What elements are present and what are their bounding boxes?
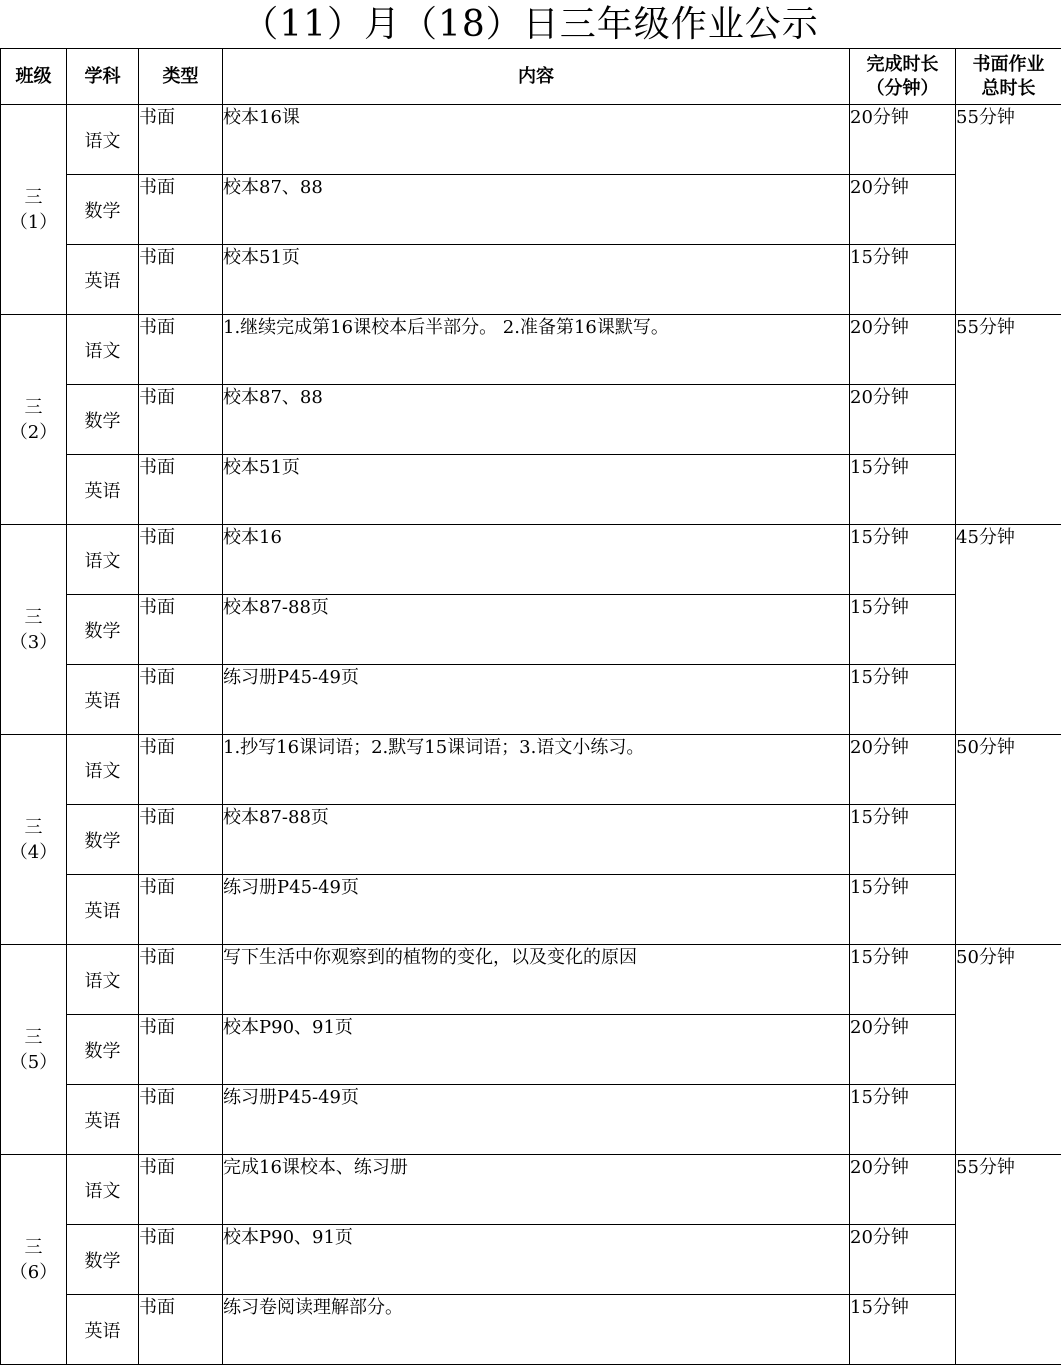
type-cell: 书面: [139, 1155, 223, 1225]
type-cell: 书面: [139, 455, 223, 525]
content-cell: 练习册P45-49页: [223, 875, 850, 945]
time-cell: 20分钟: [850, 1015, 956, 1085]
table-row: [1, 1085, 1061, 1155]
type-cell: 书面: [139, 105, 223, 175]
header-type: 类型: [139, 49, 223, 105]
class-name-grade: 三: [24, 186, 43, 208]
content-cell: 1.继续完成第16课校本后半部分。 2.准备第16课默写。: [223, 315, 850, 385]
time-cell: 15分钟: [850, 665, 956, 735]
subject-cell: 英语: [67, 875, 139, 945]
subject-cell: 语文: [67, 945, 139, 1015]
homework-table: [0, 48, 1061, 1365]
class-name-grade: 三: [24, 606, 43, 628]
type-cell: 书面: [139, 1225, 223, 1295]
table-row: [1, 805, 1061, 875]
subject-cell: 数学: [67, 385, 139, 455]
content-cell: 练习册P45-49页: [223, 665, 850, 735]
class-name-number: （5）: [9, 1051, 58, 1073]
content-cell: 校本87、88: [223, 385, 850, 455]
table-row: [1, 245, 1061, 315]
table-row: [1, 665, 1061, 735]
class-name-number: （6）: [9, 1261, 58, 1283]
subject-cell: 数学: [67, 1225, 139, 1295]
total-time-cell: 50分钟: [956, 945, 1061, 1155]
type-cell: 书面: [139, 945, 223, 1015]
subject-cell: 语文: [67, 315, 139, 385]
class-name-grade: 三: [24, 816, 43, 838]
time-cell: 20分钟: [850, 1225, 956, 1295]
class-name-cell: [1, 735, 67, 945]
table-row: [1, 105, 1061, 175]
class-name-number: （3）: [9, 631, 58, 653]
table-row: [1, 945, 1061, 1015]
subject-cell: 数学: [67, 1015, 139, 1085]
content-cell: 校本51页: [223, 245, 850, 315]
content-cell: 校本87-88页: [223, 805, 850, 875]
total-time-cell: 55分钟: [956, 105, 1061, 315]
type-cell: 书面: [139, 595, 223, 665]
content-cell: 校本87、88: [223, 175, 850, 245]
time-cell: 15分钟: [850, 805, 956, 875]
header-class: 班级: [1, 49, 67, 105]
content-cell: 写下生活中你观察到的植物的变化，以及变化的原因: [223, 945, 850, 1015]
class-name-grade: 三: [24, 1236, 43, 1258]
header-total-line2: 总时长: [981, 77, 1036, 99]
content-cell: 校本P90、91页: [223, 1015, 850, 1085]
subject-cell: 英语: [67, 1085, 139, 1155]
total-time-cell: 55分钟: [956, 1155, 1061, 1365]
time-cell: 15分钟: [850, 595, 956, 665]
table-row: [1, 455, 1061, 525]
class-name-cell: [1, 315, 67, 525]
table-row: [1, 875, 1061, 945]
content-cell: 校本51页: [223, 455, 850, 525]
header-time: [850, 49, 956, 105]
table-body: [1, 105, 1061, 1365]
type-cell: 书面: [139, 525, 223, 595]
time-cell: 20分钟: [850, 385, 956, 455]
header-total-line1: 书面作业: [972, 53, 1045, 75]
subject-cell: 语文: [67, 1155, 139, 1225]
page-title: （11）月（18）日三年级作业公示: [242, 4, 819, 45]
content-cell: 校本16: [223, 525, 850, 595]
subject-cell: 英语: [67, 1295, 139, 1365]
time-cell: 20分钟: [850, 175, 956, 245]
class-name-number: （2）: [9, 421, 58, 443]
table-row: [1, 595, 1061, 665]
total-time-cell: 50分钟: [956, 735, 1061, 945]
type-cell: 书面: [139, 665, 223, 735]
subject-cell: 英语: [67, 245, 139, 315]
type-cell: 书面: [139, 175, 223, 245]
type-cell: 书面: [139, 735, 223, 805]
time-cell: 15分钟: [850, 525, 956, 595]
time-cell: 15分钟: [850, 455, 956, 525]
subject-cell: 语文: [67, 105, 139, 175]
subject-cell: 数学: [67, 595, 139, 665]
table-row: [1, 315, 1061, 385]
time-cell: 20分钟: [850, 105, 956, 175]
class-name-grade: 三: [24, 396, 43, 418]
class-name-cell: [1, 945, 67, 1155]
content-cell: 练习册P45-49页: [223, 1085, 850, 1155]
header-time-line1: 完成时长: [866, 53, 939, 75]
table-row: [1, 735, 1061, 805]
class-name-cell: [1, 1155, 67, 1365]
time-cell: 15分钟: [850, 1085, 956, 1155]
subject-cell: 语文: [67, 735, 139, 805]
subject-cell: 英语: [67, 455, 139, 525]
header-content: 内容: [223, 49, 850, 105]
header-subject: 学科: [67, 49, 139, 105]
time-cell: 15分钟: [850, 875, 956, 945]
total-time-cell: 55分钟: [956, 315, 1061, 525]
class-name-cell: [1, 105, 67, 315]
subject-cell: 数学: [67, 175, 139, 245]
type-cell: 书面: [139, 315, 223, 385]
header-time-line2: （分钟）: [866, 77, 939, 99]
type-cell: 书面: [139, 805, 223, 875]
header-total: [956, 49, 1061, 105]
type-cell: 书面: [139, 1015, 223, 1085]
table-row: [1, 1225, 1061, 1295]
table-row: [1, 525, 1061, 595]
subject-cell: 英语: [67, 665, 139, 735]
content-cell: 校本16课: [223, 105, 850, 175]
subject-cell: 数学: [67, 805, 139, 875]
table-row: [1, 385, 1061, 455]
time-cell: 20分钟: [850, 315, 956, 385]
type-cell: 书面: [139, 1295, 223, 1365]
time-cell: 15分钟: [850, 245, 956, 315]
total-time-cell: 45分钟: [956, 525, 1061, 735]
class-name-grade: 三: [24, 1026, 43, 1048]
time-cell: 20分钟: [850, 1155, 956, 1225]
table-row: [1, 1155, 1061, 1225]
content-cell: 完成16课校本、练习册: [223, 1155, 850, 1225]
type-cell: 书面: [139, 245, 223, 315]
header-row: [1, 49, 1061, 105]
time-cell: 15分钟: [850, 945, 956, 1015]
type-cell: 书面: [139, 385, 223, 455]
time-cell: 15分钟: [850, 1295, 956, 1365]
class-name-number: （1）: [9, 211, 58, 233]
table-row: [1, 175, 1061, 245]
content-cell: 校本P90、91页: [223, 1225, 850, 1295]
type-cell: 书面: [139, 875, 223, 945]
table-row: [1, 1295, 1061, 1365]
content-cell: 1.抄写16课词语；2.默写15课词语；3.语文小练习。: [223, 735, 850, 805]
type-cell: 书面: [139, 1085, 223, 1155]
class-name-number: （4）: [9, 841, 58, 863]
time-cell: 20分钟: [850, 735, 956, 805]
subject-cell: 语文: [67, 525, 139, 595]
table-row: [1, 1015, 1061, 1085]
content-cell: 校本87-88页: [223, 595, 850, 665]
class-name-cell: [1, 525, 67, 735]
content-cell: 练习卷阅读理解部分。: [223, 1295, 850, 1365]
